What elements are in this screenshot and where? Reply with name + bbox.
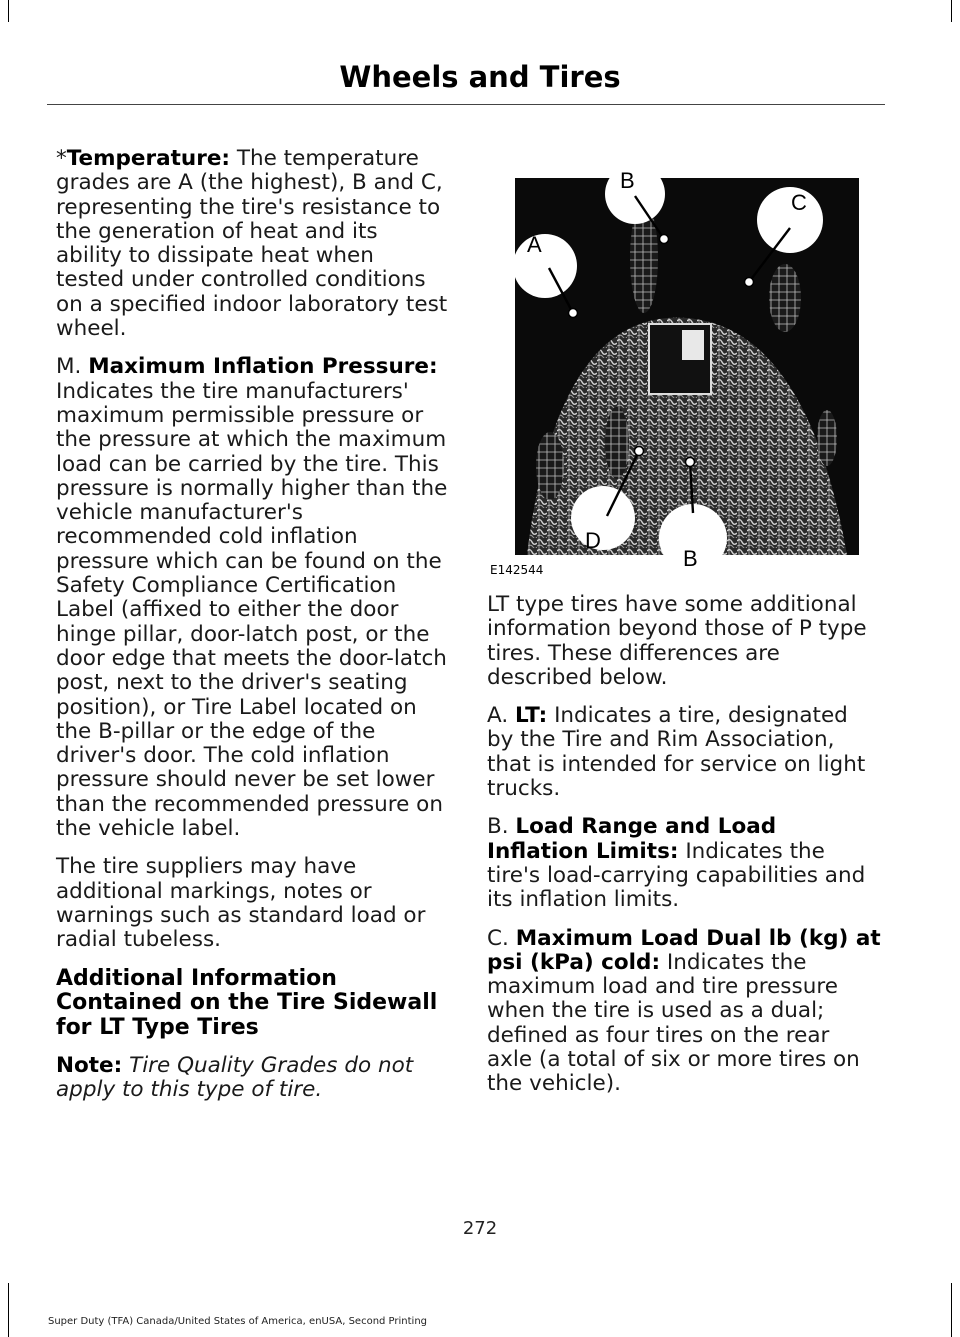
crop-mark-bottom-left (8, 1283, 9, 1337)
note-paragraph (56, 1054, 448, 1103)
item-c-paragraph (487, 927, 881, 1097)
callout-label-b-top: B (620, 168, 635, 193)
page-number: 272 (462, 1218, 498, 1239)
tire-label-mark (682, 330, 704, 360)
item-a-text: Indicates a tire, designated by the Tire and Rim Association, that is intended for service on light trucks. (487, 703, 866, 802)
temperature-text: The temperature grades are A (the highest), B and C, representing the tire's resistance to the generation of heat and its ability to dissipate heat when tested under controlled conditions on a specified indoor laboratory test wheel. (56, 146, 448, 342)
max-inflation-term: Maximum Inflation Pressure: (88, 354, 438, 380)
callout-label-c: C (791, 190, 807, 215)
callout-label-d: D (585, 528, 601, 553)
max-inflation-paragraph (56, 355, 448, 841)
footer-text: Super Duty (TFA) Canada/United States of America, enUSA, Second Printing (48, 1316, 428, 1327)
crop-mark-top-right (951, 0, 952, 22)
crop-mark-bottom-right (951, 1283, 952, 1337)
sidewall-marking-right (817, 410, 837, 466)
note-text: Tire Quality Grades do not apply to this type of tire. (56, 1053, 414, 1103)
temperature-term: Temperature: (66, 146, 230, 171)
callout-label-a: A (527, 232, 542, 257)
max-inflation-text: Indicates the tire manufacturers' maximum permissible pressure or the pressure at which the maximum load can be carried by the tire. This pressure is normally higher than the vehicle manufacturer's recommended cold inflation pressure which can be found on the Safety Compliance Certification Label (affixed to either the door hinge pillar, door-latch post, or the door edge that meets the door-latch post, next to the driver's seating position), or Tire Label located on the B-pillar or the edge of the driver's door. The cold inflation pressure should never be set lower than the recommended pressure on the vehicle label. (56, 378, 448, 842)
item-c-text: Indicates the maximum load and tire pressure when the tire is used as a dual; defined as four tires on the rear axle (a total of six or more tires on the vehicle). (487, 949, 860, 1097)
item-a-term: LT: (515, 703, 548, 729)
item-b-term: Load Range and Load Inflation Limits: (487, 814, 777, 864)
max-inflation-prefix: M. (56, 354, 89, 380)
section-heading: Additional Information Contained on the Tire Sidewall for LT Type Tires (56, 965, 438, 1040)
temperature-paragraph (56, 147, 448, 341)
sidewall-marking-mid (605, 407, 629, 479)
page-title: Wheels and Tires (339, 60, 621, 94)
suppliers-paragraph: The tire suppliers may have additional markings, notes or warnings such as standard load or radial tubeless. (56, 854, 426, 953)
item-a-paragraph (487, 704, 881, 801)
item-a-prefix: A. (487, 703, 515, 729)
temperature-prefix: * (56, 146, 67, 171)
left-column (56, 147, 448, 1117)
item-c-prefix: C. (487, 925, 516, 951)
item-c-term: Maximum Load Dual lb (kg) at psi (kPa) cold: (487, 925, 881, 975)
header-divider (47, 104, 885, 105)
lt-intro-paragraph: LT type tires have some additional information beyond those of P type tires. These differences are described below. (487, 592, 867, 690)
sidewall-marking-c (769, 264, 801, 332)
note-label: Note: (56, 1053, 123, 1078)
item-b-text: Indicates the tire's load-carrying capabilities and its inflation limits. (487, 838, 866, 913)
crop-mark-top-left (8, 0, 9, 22)
tire-sidewall-figure (487, 168, 881, 578)
item-b-paragraph (487, 815, 881, 912)
callout-label-b-bottom: B (683, 546, 698, 571)
right-column (487, 593, 881, 1111)
item-b-prefix: B. (487, 814, 516, 840)
figure-code: E142544 (490, 563, 544, 577)
sidewall-marking-left (536, 432, 564, 500)
